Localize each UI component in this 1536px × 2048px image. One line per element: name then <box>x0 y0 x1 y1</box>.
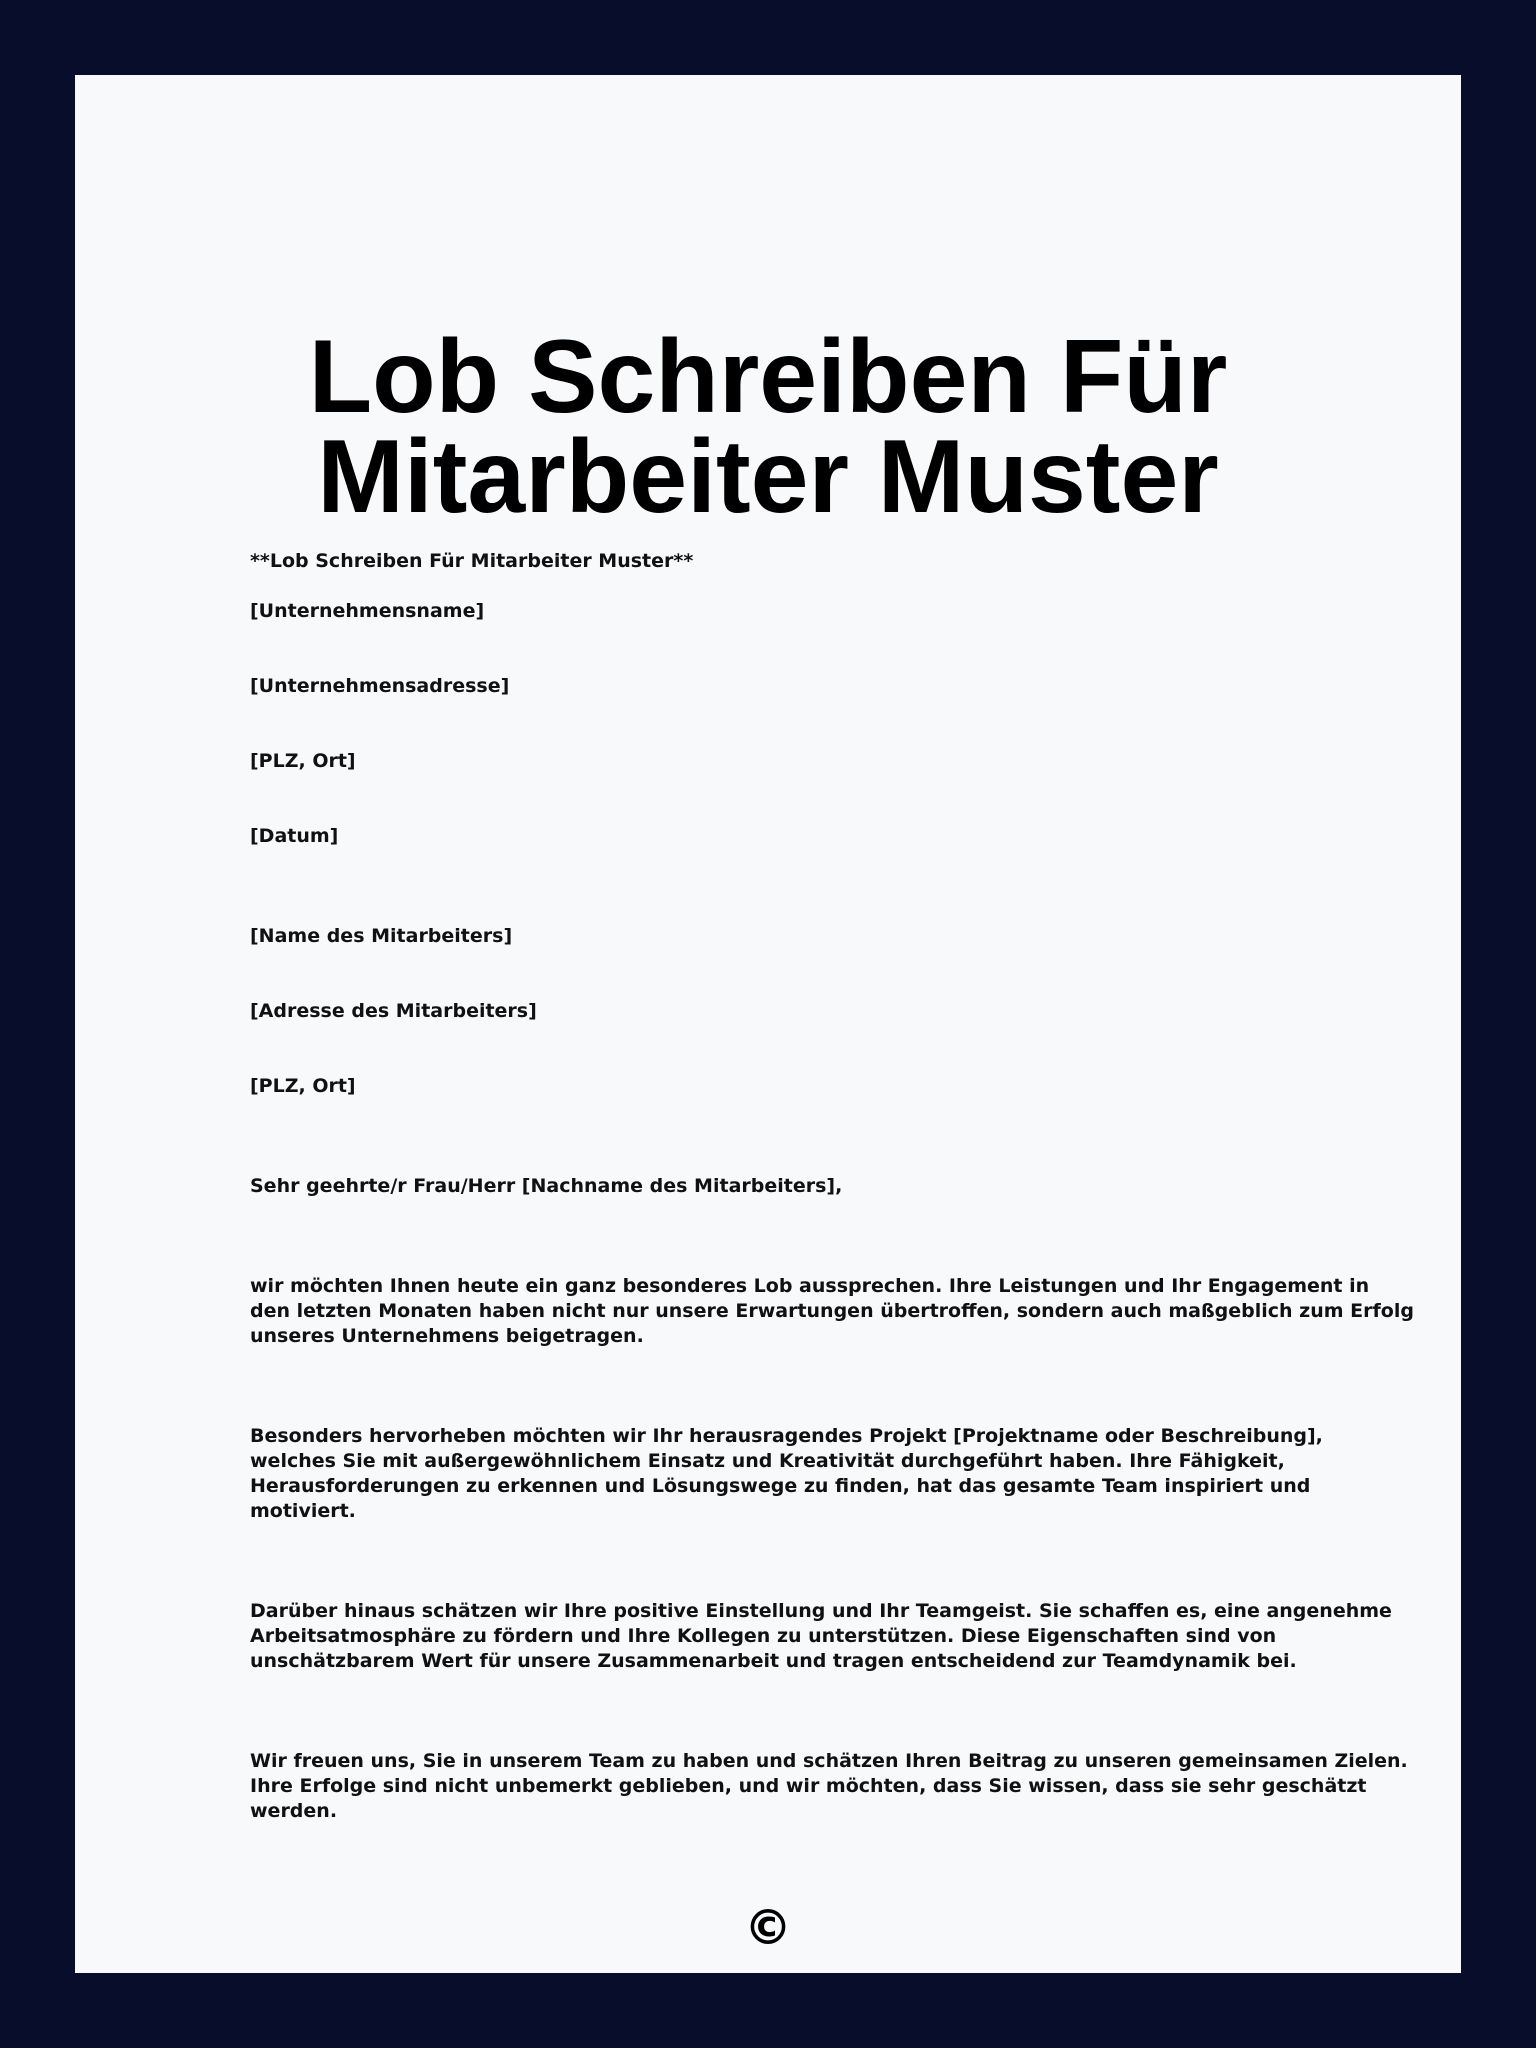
company-name: [Unternehmensname] <box>250 600 485 622</box>
paragraph-line: den letzten Monaten haben nicht nur unsere Erwartungen übertroffen, sondern auch maßgeblich zum Erfolg <box>250 1300 1414 1322</box>
letter-date: [Datum] <box>250 825 339 847</box>
paragraph-line: welches Sie mit außergewöhnlichem Einsatz und Kreativität durchgeführt haben. Ihre Fähigkeit, <box>250 1450 1285 1472</box>
employee-name: [Name des Mitarbeiters] <box>250 925 513 947</box>
document-page <box>75 75 1461 1973</box>
paragraph-line: Besonders hervorheben möchten wir Ihr herausragendes Projekt [Projektname oder Beschreibung], <box>250 1425 1323 1447</box>
paragraph-line: Arbeitsatmosphäre zu fördern und Ihre Kollegen zu unterstützen. Diese Eigenschaften sind von <box>250 1625 1277 1647</box>
letter-paragraph <box>250 1599 1392 1674</box>
paragraph-line: Darüber hinaus schätzen wir Ihre positive Einstellung und Ihr Teamgeist. Sie schaffen es, eine angenehme <box>250 1600 1392 1622</box>
paragraph-line: motiviert. <box>250 1500 356 1522</box>
letter-paragraph <box>250 1274 1414 1349</box>
paragraph-line: werden. <box>250 1800 338 1822</box>
letter-paragraph <box>250 1424 1365 1524</box>
paragraph-line: wir möchten Ihnen heute ein ganz besonderes Lob aussprechen. Ihre Leistungen und Ihr Engagement in <box>250 1275 1370 1297</box>
paragraph-line: Herausforderungen zu erkennen und Lösungswege zu finden, hat das gesamte Team inspiriert und <box>250 1475 1311 1497</box>
company-city: [PLZ, Ort] <box>250 750 356 772</box>
paragraph-line: Wir freuen uns, Sie in unserem Team zu haben und schätzen Ihren Beitrag zu unseren gemeinsamen Zielen. <box>250 1750 1408 1772</box>
document-title-line-2: Mitarbeiter Muster <box>317 419 1219 535</box>
company-address: [Unternehmensadresse] <box>250 675 510 697</box>
paragraph-line: Ihre Erfolge sind nicht unbemerkt geblieben, und wir möchten, dass Sie wissen, dass sie sehr geschätzt <box>250 1775 1367 1797</box>
employee-address: [Adresse des Mitarbeiters] <box>250 1000 537 1022</box>
document-title <box>75 319 1461 535</box>
employee-city: [PLZ, Ort] <box>250 1075 356 1097</box>
letter-paragraph <box>250 1749 1408 1824</box>
paragraph-line: unschätzbarem Wert für unsere Zusammenarbeit und tragen entscheidend zur Teamdynamik bei. <box>250 1650 1297 1672</box>
copyright-icon: © <box>744 1900 792 1956</box>
paragraph-line: unseres Unternehmens beigetragen. <box>250 1325 644 1347</box>
document-title-line-1: Lob Schreiben Für <box>308 319 1228 435</box>
letter-salutation: Sehr geehrte/r Frau/Herr [Nachname des Mitarbeiters], <box>250 1175 843 1197</box>
letter-subtitle: **Lob Schreiben Für Mitarbeiter Muster** <box>250 550 694 572</box>
